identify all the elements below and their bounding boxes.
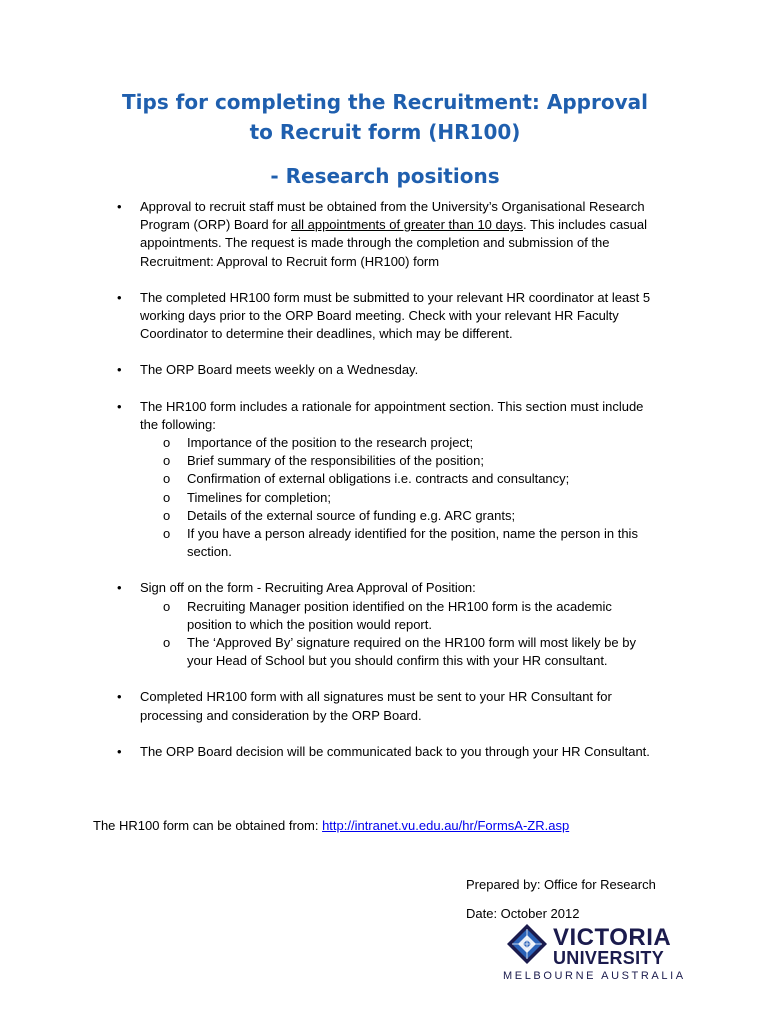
item-text: . This includes casual appointments. The request is made through the completion and submission of the Recruitment: Approval to Recruit form (HR100) form [140, 217, 648, 269]
sub-item [140, 452, 660, 470]
logo-text-location: MELBOURNE AUSTRALIA [503, 970, 686, 982]
sub-item [140, 470, 660, 488]
item-text: The HR100 form includes a rationale for appointment section. This section must include the following: [140, 398, 644, 432]
sub-bullet: o [163, 507, 171, 523]
item-text: The ORP Board decision will be communicated back to you through your HR Consultant. [140, 743, 650, 759]
sub-bullet: o [163, 453, 171, 469]
item-text: Approval to recruit staff must be obtained from the University’s Organisational Research Program (ORP) Board for [140, 199, 645, 233]
list-item [0, 198, 660, 271]
item-text: The completed HR100 form must be submitted to your relevant HR coordinator at least 5 working days prior to the ORP Board meeting. Check with your relevant HR Faculty Coordinator to determine their deadlines, which may be different. [140, 289, 651, 342]
sub-bullet: o [163, 435, 171, 451]
item-text: Sign off on the form - Recruiting Area Approval of Position: [140, 580, 476, 596]
underlined-text: all appointments of greater than 10 days [291, 217, 523, 233]
document-date: Date: October 2012 [466, 906, 580, 921]
sub-bullet: o [163, 598, 171, 614]
sub-item [140, 507, 660, 525]
sub-bullet: o [163, 526, 171, 542]
bullet: • [117, 689, 122, 705]
sub-item [140, 598, 660, 634]
form-source-label: The HR100 form can be obtained from: [93, 818, 323, 833]
sub-item-text: Details of the external source of funding e.g. ARC grants; [187, 507, 516, 523]
sub-item [140, 434, 660, 452]
bullet: • [117, 580, 122, 596]
subtitle: - Research positions [270, 164, 500, 188]
sub-bullet: o [163, 489, 171, 505]
item-text: The ORP Board meets weekly on a Wednesday. [140, 362, 419, 378]
sub-bullet: o [163, 635, 171, 651]
list-item [0, 398, 660, 562]
sub-item-text: Recruiting Manager position identified on the HR100 form is the academic position to which the position would report. [187, 598, 612, 632]
title-line-2: to Recruit form (HR100) [249, 120, 521, 144]
tips-list [0, 198, 770, 779]
item-text: Completed HR100 form with all signatures must be sent to your HR Consultant for processing and consideration by the ORP Board. [140, 689, 612, 723]
logo-text-victoria: VICTORIA [553, 924, 672, 951]
sub-item-text: The ‘Approved By’ signature required on the HR100 form will most likely be by your Head of School but you should confirm this with your HR consultant. [187, 635, 636, 669]
sub-item-text: Confirmation of external obligations i.e. contracts and consultancy; [187, 471, 570, 487]
forms-link[interactable]: http://intranet.vu.edu.au/hr/FormsA-ZR.asp [322, 818, 570, 833]
bullet: • [117, 199, 122, 214]
sub-item [140, 525, 660, 561]
bullet: • [117, 743, 122, 759]
list-item [0, 361, 660, 379]
sub-item-text: If you have a person already identified for the position, name the person in this section. [187, 526, 638, 560]
bullet: • [117, 362, 122, 378]
sub-item [140, 489, 660, 507]
bullet: • [117, 398, 122, 414]
list-item [0, 743, 660, 761]
sub-item-text: Brief summary of the responsibilities of the position; [187, 453, 484, 469]
sub-item [140, 634, 660, 670]
list-item [0, 289, 660, 344]
list-item [0, 688, 660, 724]
sub-item-text: Timelines for completion; [187, 489, 332, 505]
sub-item-text: Importance of the position to the research project; [187, 435, 474, 451]
title-line-1: Tips for completing the Recruitment: Approval [122, 90, 648, 114]
prepared-by: Prepared by: Office for Research [466, 877, 656, 892]
form-source [93, 817, 569, 835]
logo-text-university: UNIVERSITY [553, 948, 665, 968]
sub-bullet: o [163, 471, 171, 487]
bullet: • [117, 289, 122, 305]
list-item [0, 579, 660, 670]
